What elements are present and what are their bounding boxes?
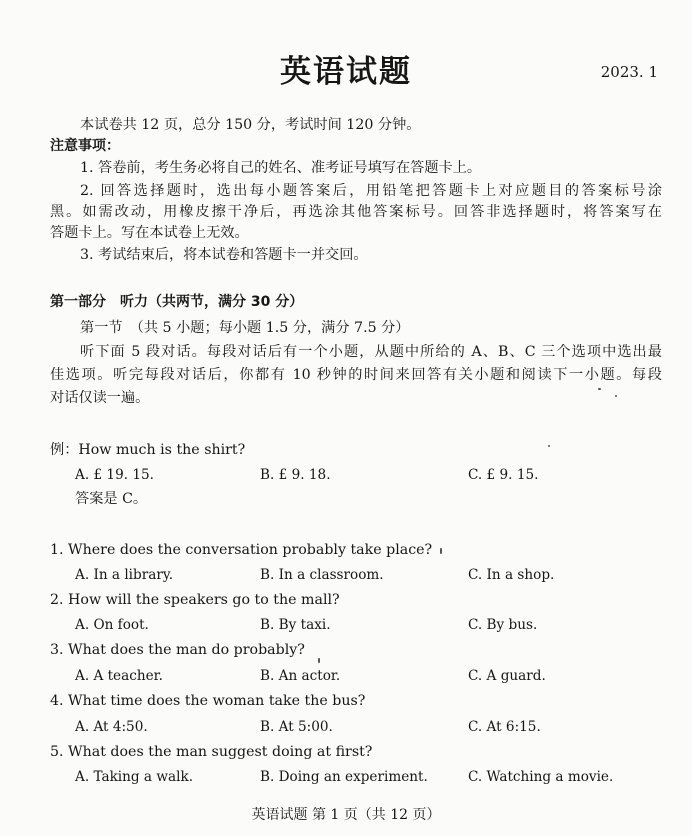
question-2-option-b: B. By taxi. bbox=[260, 617, 331, 633]
question-1: 1. Where does the conversation probably take place? bbox=[50, 542, 433, 558]
question-2: 2. How will the speakers go to the mall? bbox=[50, 592, 340, 608]
question-2-option-a: A. On foot. bbox=[75, 617, 149, 633]
scan-speck bbox=[440, 548, 442, 554]
notice-item-1: 1. 答卷前，考生务必将自己的姓名、准考证号填写在答题卡上。 bbox=[80, 160, 482, 176]
scan-speck bbox=[548, 445, 550, 447]
notice-item-3: 3. 考试结束后，将本试卷和答题卡一并交回。 bbox=[80, 247, 368, 263]
scan-speck bbox=[318, 658, 320, 663]
question-2-option-c: C. By bus. bbox=[468, 617, 538, 633]
instruction-line-2: 佳选项。听完每段对话后，你都有 10 秒钟的时间来回答有关小题和阅读下一小题。每段 bbox=[50, 367, 662, 383]
example-answer: 答案是 C。 bbox=[75, 491, 148, 507]
part1-heading: 第一部分 听力（共两节，满分 30 分） bbox=[50, 294, 304, 310]
question-3-option-b: B. An actor. bbox=[260, 668, 341, 684]
notice-item-2-line-1: 2. 回答选择题时，选出每小题答案后，用铅笔把答题卡上对应题目的答案标号涂 bbox=[80, 183, 662, 199]
question-1-option-c: C. In a shop. bbox=[468, 567, 555, 583]
scan-speck bbox=[598, 388, 601, 390]
question-1-option-a: A. In a library. bbox=[75, 567, 174, 583]
page-footer: 英语试题 第 1 页（共 12 页） bbox=[251, 807, 441, 823]
example-question: 例：How much is the shirt? bbox=[50, 442, 246, 458]
question-5: 5. What does the man suggest doing at first? bbox=[50, 744, 373, 760]
question-5-option-b: B. Doing an experiment. bbox=[260, 769, 428, 785]
notice-item-2-line-2: 黑。如需改动，用橡皮擦干净后，再选涂其他答案标号。回答非选择题时，将答案写在 bbox=[50, 204, 662, 220]
question-4-option-b: B. At 5:00. bbox=[260, 719, 333, 735]
instruction-line-1: 听下面 5 段对话。每段对话后有一个小题，从题中所给的 A、B、C 三个选项中选出最 bbox=[80, 344, 662, 360]
question-1-option-b: B. In a classroom. bbox=[260, 567, 384, 583]
question-5-option-a: A. Taking a walk. bbox=[75, 769, 194, 785]
question-4: 4. What time does the woman take the bus? bbox=[50, 693, 366, 709]
page-title: 英语试题 bbox=[280, 54, 412, 90]
question-3-option-c: C. A guard. bbox=[468, 668, 546, 684]
question-3: 3. What does the man do probably? bbox=[50, 642, 305, 658]
notice-heading: 注意事项： bbox=[50, 138, 120, 154]
section1-heading: 第一节 （共 5 小题；每小题 1.5 分，满分 7.5 分） bbox=[80, 320, 410, 336]
scan-speck bbox=[615, 395, 617, 397]
notice-item-2-line-3: 答题卡上。写在本试卷上无效。 bbox=[50, 225, 249, 241]
instruction-line-3: 对话仅读一遍。 bbox=[50, 390, 150, 406]
question-4-option-a: A. At 4:50. bbox=[75, 719, 148, 735]
example-option-c: C. £ 9. 15. bbox=[468, 467, 539, 483]
intro-text: 本试卷共 12 页，总分 150 分，考试时间 120 分钟。 bbox=[80, 117, 421, 133]
exam-date: 2023. 1 bbox=[600, 63, 658, 81]
example-option-a: A. £ 19. 15. bbox=[75, 467, 154, 483]
question-4-option-c: C. At 6:15. bbox=[468, 719, 541, 735]
question-3-option-a: A. A teacher. bbox=[75, 668, 163, 684]
example-option-b: B. £ 9. 18. bbox=[260, 467, 331, 483]
question-5-option-c: C. Watching a movie. bbox=[468, 769, 614, 785]
